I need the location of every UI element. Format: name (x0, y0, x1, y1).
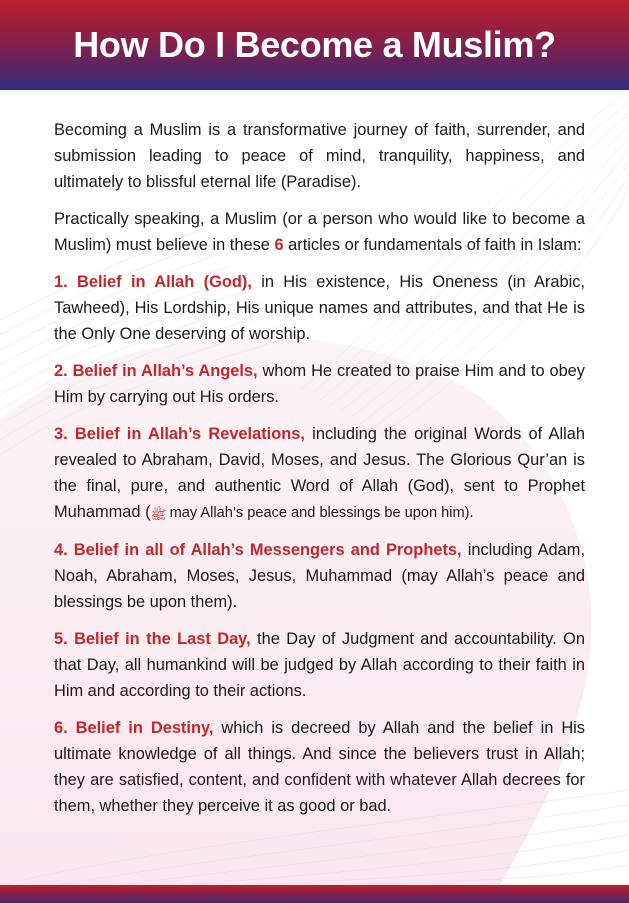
article-item-2 (54, 358, 585, 410)
article-text: including the original Words of Allah revealed to Abraham, David, Moses, and Jesus. The Glorious Qur’an is the final, pure, and authentic Word of Allah (God), sent to Prophet Muhammad ( (54, 425, 585, 521)
article-heading: 5. Belief in the Last Day, (54, 630, 251, 648)
article-heading: 6. Belief in Destiny, (54, 719, 214, 737)
page-title: How Do I Become a Muslim? (73, 24, 556, 65)
article-text: in His existence, His Oneness (in Arabic, Tawheed), His Lordship, His unique names and attributes, and that He is the Only One deserving of worship. (54, 273, 585, 343)
article-item-6 (54, 715, 585, 819)
pbuh-calligraphy-icon: ﷺ (150, 507, 167, 522)
article-heading: 1. Belief in Allah (God), (54, 273, 252, 291)
article-text: including Adam, Noah, Abraham, Moses, Jesus, Muhammad (may Allah’s peace and blessings be upon them). (54, 541, 585, 611)
articles-count: 6 (274, 236, 284, 254)
article-text: the Day of Judgment and accountability. On that Day, all humankind will be judged by Allah according to their faith in Him and according to their actions. (54, 630, 585, 700)
article-text: which is decreed by Allah and the belief in His ultimate knowledge of all things. And since the believers trust in Allah; they are satisfied, content, and confident with whatever Allah decrees for them, whether they perceive it as good or bad. (54, 719, 585, 815)
fundamentals-intro-paragraph: Practically speaking, a Muslim (or a person who would like to become a Muslim) must believe in these 6 articles or fundamentals of faith in Islam: (54, 210, 585, 254)
article-text-after: may Allah’s peace and blessings be upon him). (165, 505, 474, 521)
article-item-3 (54, 421, 585, 526)
page-footer-band (0, 885, 629, 903)
page-header (0, 0, 629, 90)
article-heading: 4. Belief in all of Allah’s Messengers and Prophets, (54, 541, 462, 559)
article-item-5 (54, 626, 585, 704)
intro-paragraph: Becoming a Muslim is a transformative journey of faith, surrender, and submission leading to peace of mind, tranquility, happiness, and ultimately to blissful eternal life (Paradise). (54, 121, 585, 191)
article-text: whom He created to praise Him and to obey Him by carrying out His orders. (54, 362, 585, 406)
article-item-4 (54, 537, 585, 615)
article-heading: 2. Belief in Allah’s Angels, (54, 362, 258, 380)
article-heading: 3. Belief in Allah’s Revelations, (54, 425, 305, 443)
article-body (54, 117, 585, 830)
article-item-1 (54, 269, 585, 347)
